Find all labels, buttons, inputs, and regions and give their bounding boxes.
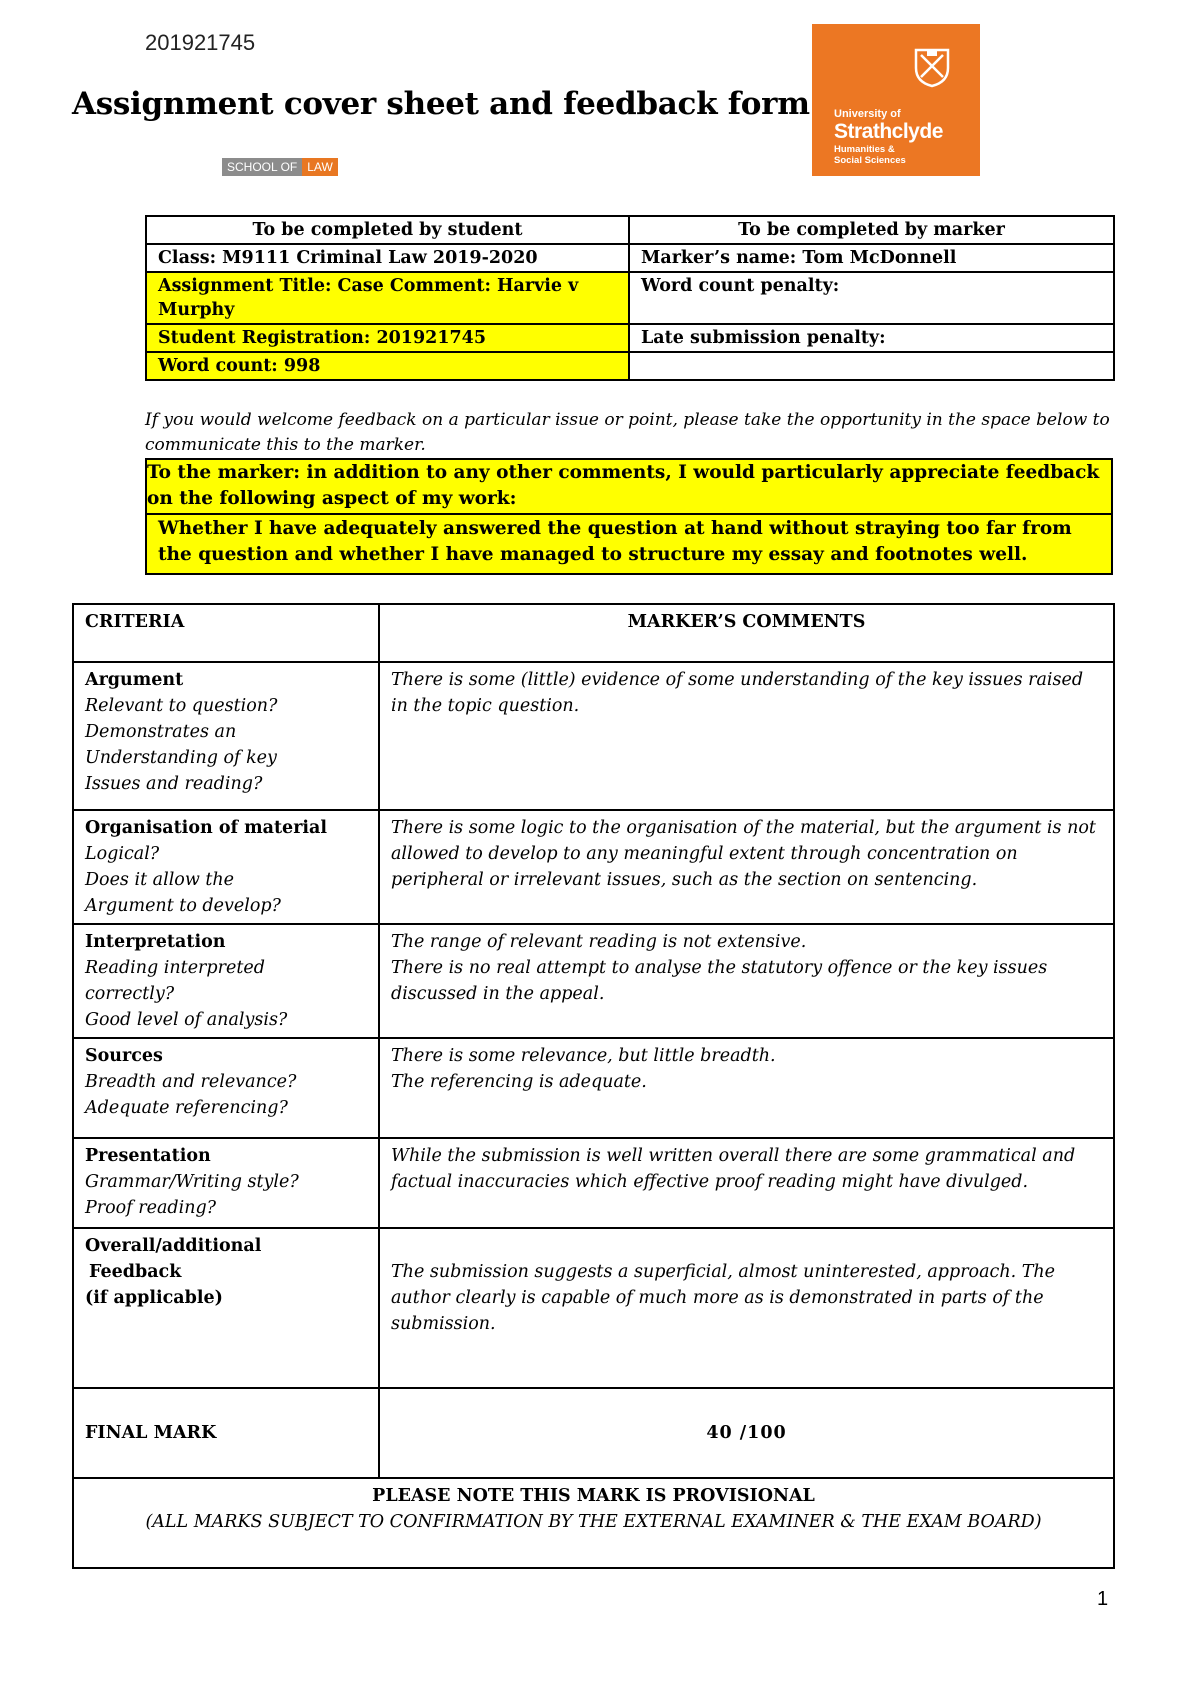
criteria-row-overall [73,1228,1114,1388]
criterion-name: Argument [85,670,184,690]
criterion-question: Good level of analysis? [85,1010,288,1030]
marker-comment: The range of relevant reading is not extensive. [391,932,807,952]
logo-line-university-of: University of [834,108,901,120]
criterion-question: correctly? [85,984,175,1004]
overall-comment: The submission suggests a superficial, almost uninterested, approach. The author clearly is capable of much more as is demonstrated in parts of the submission. [391,1262,1056,1334]
criterion-question: Does it allow the [85,870,235,890]
school-of-law-badge [222,158,338,176]
final-mark-row [73,1388,1114,1478]
criterion-question: Grammar/Writing style? [85,1172,299,1192]
university-logo [812,24,980,176]
word-count-penalty-field: Word count penalty: [629,272,1114,324]
header-registration-id: 201921745 [145,30,256,55]
criterion-question: Adequate referencing? [85,1098,288,1118]
crest-icon [912,46,952,88]
criterion-name: Organisation of material [85,818,328,838]
student-registration-field: Student Registration: 201921745 [146,324,629,352]
provisional-subnote: (ALL MARKS SUBJECT TO CONFIRMATION BY THE EXTERNAL EXAMINER & THE EXAM BOARD) [145,1512,1042,1532]
criterion-question: Reading interpreted [85,958,265,978]
marker-section-header: To be completed by marker [629,216,1114,244]
criterion-name: Interpretation [85,932,226,952]
criterion-name: (if applicable) [85,1288,223,1308]
logo-line-social-sciences: Social Sciences [834,155,906,166]
marker-comment: There is some logic to the organisation of the material, but the argument is not allowed to develop to any meaningful extent through concentration on peripheral or irrelevant issues, such as the section on sentencing. [391,818,1096,890]
final-mark-label: FINAL MARK [73,1388,379,1478]
criterion-question: Proof reading? [85,1198,217,1218]
provisional-note-row [73,1478,1114,1568]
class-field: Class: M9111 Criminal Law 2019-2020 [146,244,629,272]
student-section-header: To be completed by student [146,216,629,244]
page-number: 1 [1097,1588,1109,1610]
assignment-title-field: Assignment Title: Case Comment: Harvie v Murphy [146,272,629,324]
word-count-field: Word count: 998 [146,352,629,380]
criteria-header: CRITERIA [73,604,379,662]
marker-comment: There is no real attempt to analyse the statutory offence or the key issues discussed in the appeal. [391,958,1048,1004]
criterion-question: Argument to develop? [85,896,281,916]
criterion-question: Demonstrates an [85,722,237,742]
marker-comment: There is some (little) evidence of some understanding of the key issues raised in the topic question. [391,670,1084,716]
marker-name-field: Marker’s name: Tom McDonnell [629,244,1114,272]
criteria-row-sources [73,1038,1114,1138]
criteria-row-presentation [73,1138,1114,1228]
criterion-name: Overall/additional [85,1236,262,1256]
marker-comment: While the submission is well written overall there are some grammatical and factual inaccuracies which effective proof reading might have divulged. [391,1146,1076,1192]
student-feedback-answer: Whether I have adequately answered the question at hand without straying too far from the question and whether I have managed to structure my essay and footnotes well. [146,514,1112,574]
school-badge-label: SCHOOL OF [222,158,302,176]
logo-line-strathclyde: Strathclyde [834,120,943,143]
criterion-name: Sources [85,1046,163,1066]
late-submission-penalty-field: Late submission penalty: [629,324,1114,352]
criterion-name: Feedback [89,1262,182,1282]
criterion-name: Presentation [85,1146,211,1166]
school-badge-law: LAW [302,158,338,176]
final-mark-value: 40 /100 [379,1388,1114,1478]
criterion-question: Issues and reading? [85,774,263,794]
criterion-question: Breadth and relevance? [85,1072,297,1092]
logo-line-faculty [834,144,964,166]
empty-marker-cell [629,352,1114,380]
feedback-prompt: If you would welcome feedback on a particular issue or point, please take the opportunity in the space below to communicate this to the marker. [145,410,1110,455]
criteria-table [72,603,1115,1569]
provisional-note: PLEASE NOTE THIS MARK IS PROVISIONAL [372,1486,815,1506]
criterion-question: Logical? [85,844,160,864]
marker-question: To the marker: in addition to any other comments, I would particularly appreciate feedback on the following aspect of my work: [146,459,1112,514]
marker-comment: There is some relevance, but little breadth. [391,1046,776,1066]
criterion-question: Relevant to question? [85,696,278,716]
criteria-row-organisation [73,810,1114,924]
logo-line-humanities: Humanities & [834,144,895,155]
criteria-row-interpretation [73,924,1114,1038]
criterion-question: Understanding of key [85,748,277,768]
feedback-request-box [145,458,1113,575]
page-title: Assignment cover sheet and feedback form [72,86,810,122]
criteria-row-argument [73,662,1114,810]
comments-header: MARKER’S COMMENTS [379,604,1114,662]
marker-comment: The referencing is adequate. [391,1072,647,1092]
info-table [145,215,1115,381]
